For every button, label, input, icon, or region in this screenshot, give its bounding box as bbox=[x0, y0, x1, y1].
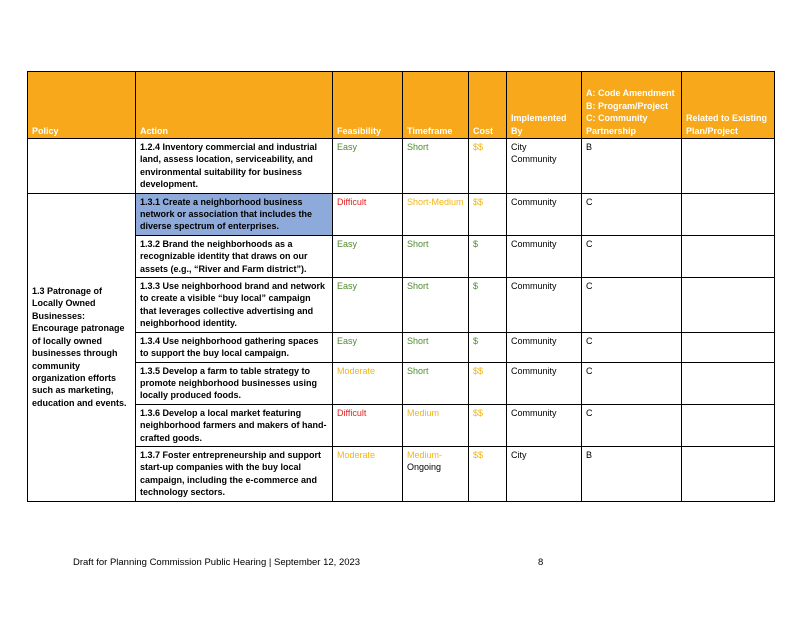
footer-text: Draft for Planning Commission Public Hearing | September 12, 2023 bbox=[73, 557, 361, 568]
timeframe-cell: Short bbox=[403, 332, 469, 362]
cost-cell: $ bbox=[469, 235, 507, 277]
cost-cell: $$ bbox=[469, 362, 507, 404]
table-header-row bbox=[28, 72, 775, 139]
feasibility-cell: Difficult bbox=[333, 404, 403, 446]
header-policy: Policy bbox=[28, 72, 136, 139]
table-row bbox=[28, 446, 775, 501]
timeframe-cell: Short bbox=[403, 235, 469, 277]
related-cell bbox=[682, 235, 775, 277]
timeframe-part-medium: Medium- bbox=[407, 449, 443, 460]
action-plan-table bbox=[27, 71, 775, 502]
cost-cell: $$ bbox=[469, 193, 507, 235]
feasibility-cell: Easy bbox=[333, 235, 403, 277]
feasibility-cell: Difficult bbox=[333, 193, 403, 235]
table-row bbox=[28, 193, 775, 235]
timeframe-cell: Short bbox=[403, 362, 469, 404]
implemented-cell: City bbox=[507, 446, 582, 501]
type-cell: B bbox=[582, 139, 682, 194]
header-related: Related to Existing Plan/Project bbox=[682, 72, 775, 139]
header-timeframe: Timeframe bbox=[403, 72, 469, 139]
timeframe-cell: Short-Medium bbox=[403, 193, 469, 235]
implemented-cell: Community bbox=[507, 235, 582, 277]
policy-cell-empty bbox=[28, 139, 136, 194]
action-cell: 1.3.3 Use neighborhood brand and network to create a visible “buy local” campaign that leverages collective advertising and neighborhood identity. bbox=[136, 278, 333, 333]
related-cell bbox=[682, 332, 775, 362]
timeframe-cell: Short bbox=[403, 278, 469, 333]
related-cell bbox=[682, 362, 775, 404]
related-cell bbox=[682, 446, 775, 501]
cost-cell: $ bbox=[469, 332, 507, 362]
timeframe-part-ongoing: Ongoing bbox=[407, 462, 442, 473]
feasibility-cell: Moderate bbox=[333, 362, 403, 404]
implemented-value: City Community bbox=[511, 142, 557, 165]
action-cell: 1.3.4 Use neighborhood gathering spaces to support the buy local campaign. bbox=[136, 332, 333, 362]
table-row bbox=[28, 404, 775, 446]
feasibility-cell: Moderate bbox=[333, 446, 403, 501]
type-cell: C bbox=[582, 278, 682, 333]
action-cell: 1.3.7 Foster entrepreneurship and support start-up companies with the buy local campaign, including the e-commerce and technology sectors. bbox=[136, 446, 333, 501]
table-row bbox=[28, 235, 775, 277]
table-row bbox=[28, 332, 775, 362]
timeframe-cell: Medium bbox=[403, 404, 469, 446]
action-cell-highlighted: 1.3.1 Create a neighborhood business network or association that includes the diverse spectrum of enterprises. bbox=[136, 193, 333, 235]
timeframe-cell bbox=[403, 446, 469, 501]
table-row bbox=[28, 139, 775, 194]
cost-cell: $$ bbox=[469, 139, 507, 194]
implemented-cell bbox=[507, 139, 582, 194]
header-cost: Cost bbox=[469, 72, 507, 139]
table-row bbox=[28, 278, 775, 333]
related-cell bbox=[682, 139, 775, 194]
action-cell: 1.2.4 Inventory commercial and industrial land, assess location, serviceability, and environmental suitability for business development. bbox=[136, 139, 333, 194]
implemented-cell: Community bbox=[507, 332, 582, 362]
timeframe-cell: Short bbox=[403, 139, 469, 194]
related-cell bbox=[682, 278, 775, 333]
type-cell: C bbox=[582, 332, 682, 362]
header-action: Action bbox=[136, 72, 333, 139]
cost-cell: $$ bbox=[469, 404, 507, 446]
related-cell bbox=[682, 404, 775, 446]
header-feasibility: Feasibility bbox=[333, 72, 403, 139]
feasibility-cell: Easy bbox=[333, 139, 403, 194]
policy-1-3-cell: 1.3 Patronage of Locally Owned Businesses: Encourage patronage of locally owned businesses through community organization efforts such as marketing, education and events. bbox=[28, 193, 136, 501]
implemented-cell: Community bbox=[507, 193, 582, 235]
related-cell bbox=[682, 193, 775, 235]
type-cell: B bbox=[582, 446, 682, 501]
type-cell: C bbox=[582, 362, 682, 404]
implemented-cell: Community bbox=[507, 404, 582, 446]
cost-cell: $ bbox=[469, 278, 507, 333]
action-cell: 1.3.6 Develop a local market featuring neighborhood farmers and makers of hand-crafted goods. bbox=[136, 404, 333, 446]
header-implemented-by: Implemented By bbox=[507, 72, 582, 139]
page-number: 8 bbox=[538, 557, 544, 568]
action-cell: 1.3.2 Brand the neighborhoods as a recognizable identity that draws on our assets (e.g., “River and Farm district”). bbox=[136, 235, 333, 277]
action-cell: 1.3.5 Develop a farm to table strategy to promote neighborhood businesses using locally produced foods. bbox=[136, 362, 333, 404]
cost-cell: $$ bbox=[469, 446, 507, 501]
feasibility-cell: Easy bbox=[333, 332, 403, 362]
type-cell: C bbox=[582, 193, 682, 235]
type-cell: C bbox=[582, 235, 682, 277]
feasibility-cell: Easy bbox=[333, 278, 403, 333]
type-cell: C bbox=[582, 404, 682, 446]
implemented-cell: Community bbox=[507, 362, 582, 404]
table-row bbox=[28, 362, 775, 404]
implemented-cell: Community bbox=[507, 278, 582, 333]
header-type: A: Code Amendment B: Program/Project C: Community Partnership bbox=[582, 72, 682, 139]
